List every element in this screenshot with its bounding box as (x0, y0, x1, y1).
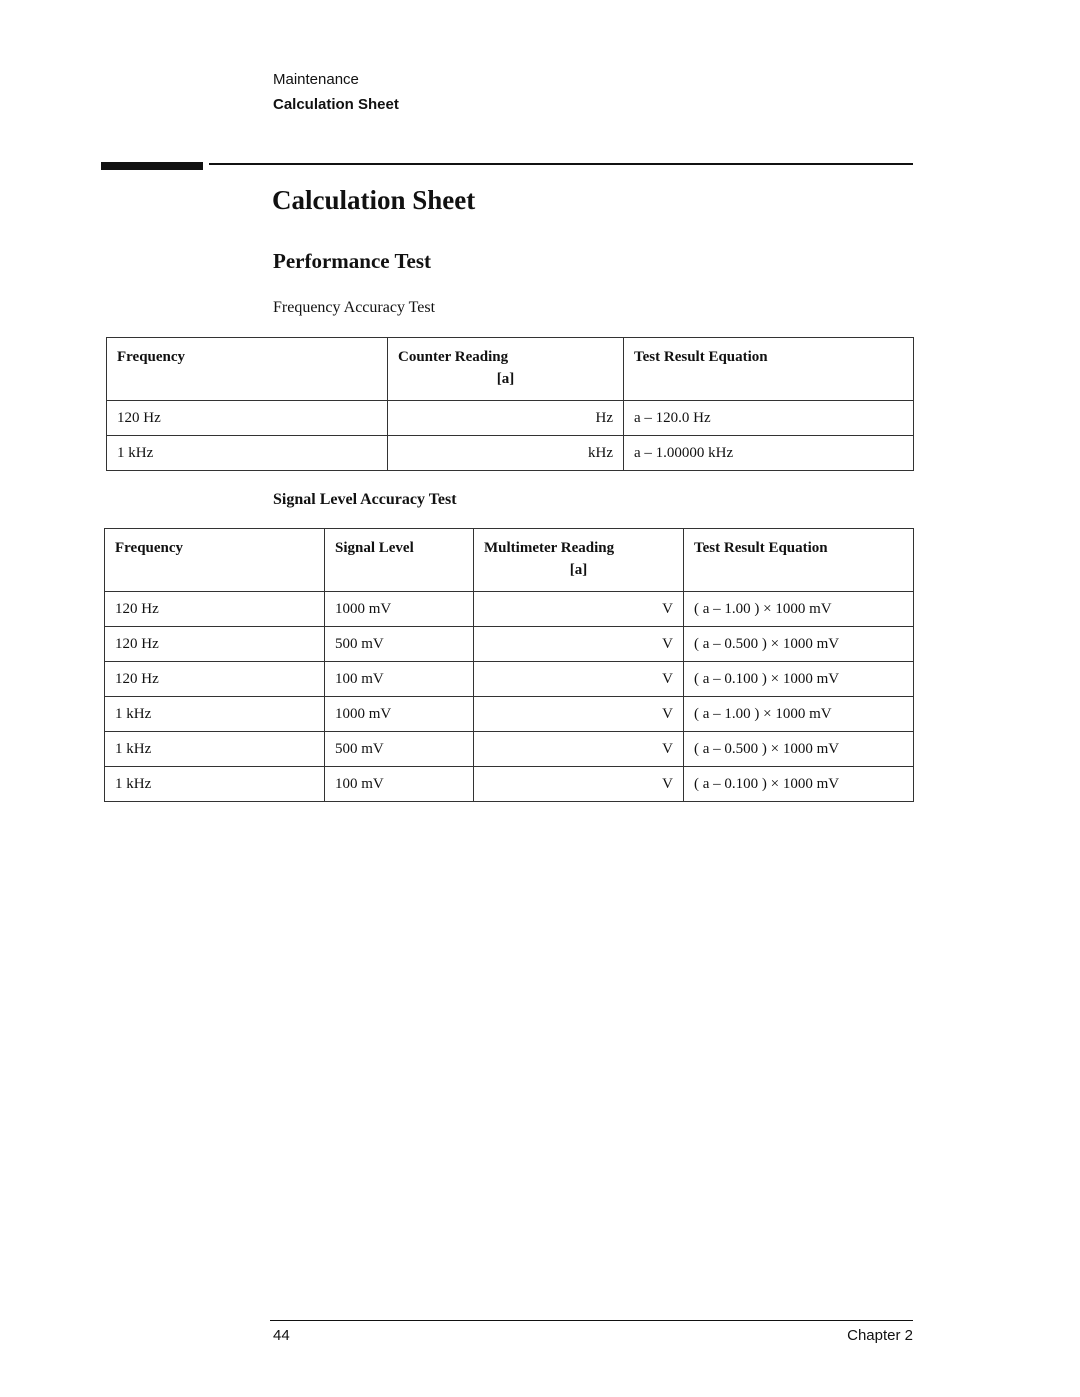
frequency-cell: 120 Hz (105, 627, 325, 662)
column-header: Test Result Equation (684, 529, 914, 592)
frequency-cell: 120 Hz (107, 401, 388, 436)
column-header-label: Counter Reading (398, 349, 509, 365)
equation-cell: ( a – 1.00 ) × 1000 mV (684, 592, 914, 627)
equation-cell: ( a – 0.100 ) × 1000 mV (684, 767, 914, 802)
column-note: [a] (569, 562, 588, 578)
column-header: Test Result Equation (624, 338, 914, 401)
equation-cell: a – 120.0 Hz (624, 401, 914, 436)
reading-cell: V (474, 732, 684, 767)
frequency-cell: 1 kHz (105, 767, 325, 802)
reading-cell: Hz (388, 401, 624, 436)
section-bar (101, 162, 203, 170)
column-header: Frequency (107, 338, 388, 401)
column-note: [a] (496, 371, 515, 387)
signal-level-cell: 500 mV (325, 732, 474, 767)
table-header-row (107, 338, 914, 401)
frequency-cell: 1 kHz (107, 436, 388, 471)
reading-cell: V (474, 662, 684, 697)
column-header: Signal Level (325, 529, 474, 592)
signal-level-cell: 1000 mV (325, 592, 474, 627)
equation-cell: ( a – 0.100 ) × 1000 mV (684, 662, 914, 697)
footer-rule (270, 1320, 913, 1321)
frequency-cell: 1 kHz (105, 732, 325, 767)
table-row (105, 627, 914, 662)
signal-level-test-heading: Signal Level Accuracy Test (273, 491, 457, 508)
chapter-label: Chapter 2 (847, 1327, 913, 1344)
column-header: Frequency (105, 529, 325, 592)
equation-cell: ( a – 0.500 ) × 1000 mV (684, 627, 914, 662)
running-header-section: Maintenance (273, 71, 359, 88)
frequency-cell: 120 Hz (105, 592, 325, 627)
table-row (105, 732, 914, 767)
signal-level-cell: 100 mV (325, 767, 474, 802)
table-row (105, 662, 914, 697)
frequency-accuracy-table (106, 337, 914, 471)
reading-cell: V (474, 592, 684, 627)
signal-level-accuracy-table (104, 528, 914, 802)
frequency-cell: 1 kHz (105, 697, 325, 732)
reading-cell: V (474, 767, 684, 802)
column-header (388, 338, 624, 401)
table-row (105, 592, 914, 627)
signal-level-cell: 500 mV (325, 627, 474, 662)
column-header (474, 529, 684, 592)
table-row (107, 401, 914, 436)
signal-level-cell: 100 mV (325, 662, 474, 697)
page-number: 44 (273, 1327, 290, 1344)
reading-cell: V (474, 627, 684, 662)
reading-cell: kHz (388, 436, 624, 471)
page-title: Calculation Sheet (272, 185, 476, 215)
equation-cell: ( a – 0.500 ) × 1000 mV (684, 732, 914, 767)
table-header-row (105, 529, 914, 592)
table-row (105, 697, 914, 732)
section-rule (209, 163, 913, 165)
table-row (107, 436, 914, 471)
equation-cell: a – 1.00000 kHz (624, 436, 914, 471)
frequency-cell: 120 Hz (105, 662, 325, 697)
column-header-label: Multimeter Reading (484, 540, 615, 556)
frequency-test-heading: Frequency Accuracy Test (273, 299, 436, 316)
running-header-subsection: Calculation Sheet (273, 96, 399, 113)
reading-cell: V (474, 697, 684, 732)
section-subtitle: Performance Test (273, 249, 432, 273)
equation-cell: ( a – 1.00 ) × 1000 mV (684, 697, 914, 732)
signal-level-cell: 1000 mV (325, 697, 474, 732)
table-row (105, 767, 914, 802)
